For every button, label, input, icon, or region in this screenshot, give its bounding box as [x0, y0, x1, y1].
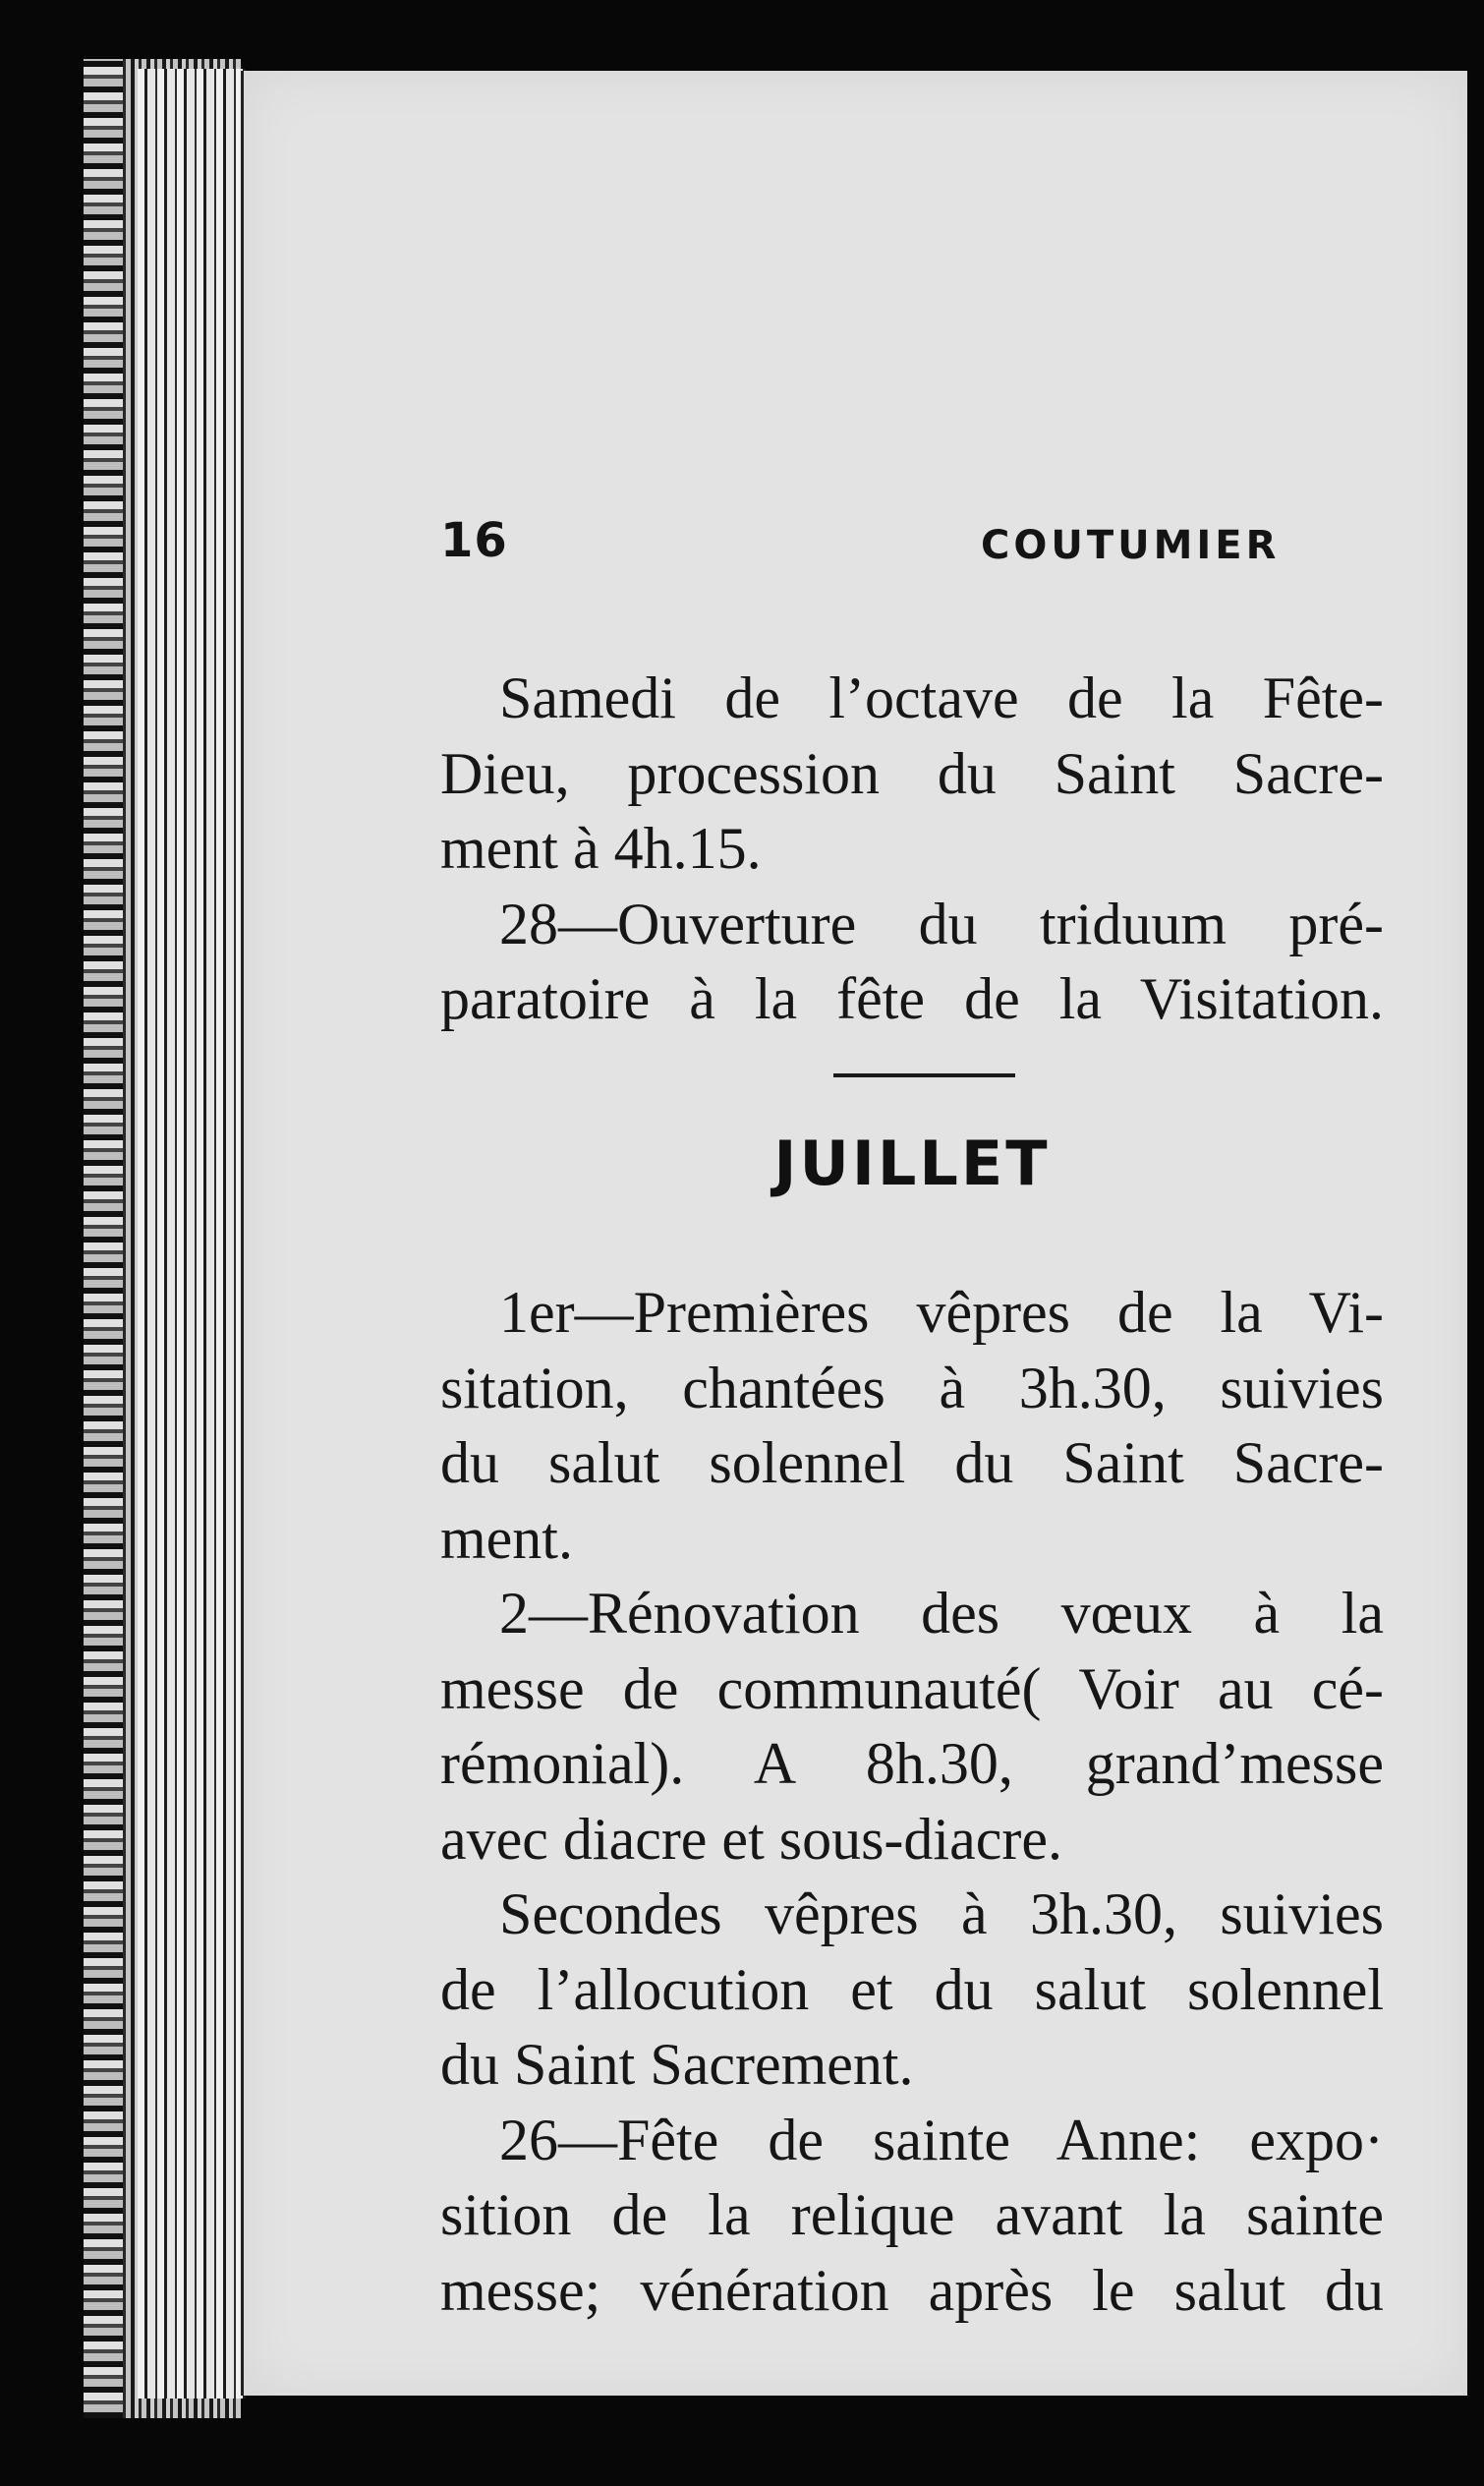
text-line: 26—Fête de sainte Anne: expo· [499, 2107, 1384, 2172]
june-text-block [440, 661, 1384, 1037]
text-line: du salut solennel du Saint Sacre- [440, 1430, 1384, 1495]
text-line: paratoire à la fête de la Visitation. [440, 966, 1384, 1031]
book-page [241, 71, 1467, 2396]
july-text-block [440, 1275, 1384, 2328]
running-head: COUTUMIER [981, 523, 1281, 568]
text-line: messe; vénération après le salut du [440, 2257, 1384, 2323]
text-line: avec diacre et sous-diacre. [440, 1806, 1062, 1872]
text-line: Dieu, procession du Saint Sacre- [440, 740, 1384, 806]
text-line: ment. [440, 1505, 573, 1571]
text-line: 1er—Premières vêpres de la Vi- [499, 1280, 1384, 1345]
page-header [440, 513, 1467, 592]
text-line: sition de la relique avant la sainte [440, 2182, 1384, 2247]
section-divider [833, 1073, 1015, 1077]
page-edges [138, 69, 246, 2399]
spine-decoration [84, 59, 123, 2418]
text-line: du Saint Sacrement. [440, 2032, 914, 2097]
month-heading: JUILLET [773, 1127, 1051, 1199]
page-number: 16 [440, 513, 508, 568]
text-line: Samedi de l’octave de la Fête- [499, 665, 1384, 730]
text-line: rémonial). A 8h.30, grand’messe [440, 1731, 1384, 1796]
text-line: ment à 4h.15. [440, 816, 762, 881]
text-line: de l’allocution et du salut solennel [440, 1956, 1384, 2022]
text-line: messe de communauté( Voir au cé- [440, 1655, 1384, 1721]
text-line: 28—Ouverture du triduum pré- [499, 891, 1384, 956]
text-line: 2—Rénovation des vœux à la [499, 1581, 1384, 1646]
text-line: sitation, chantées à 3h.30, suivies [440, 1355, 1384, 1420]
text-line: Secondes vêpres à 3h.30, suivies [499, 1881, 1384, 1946]
